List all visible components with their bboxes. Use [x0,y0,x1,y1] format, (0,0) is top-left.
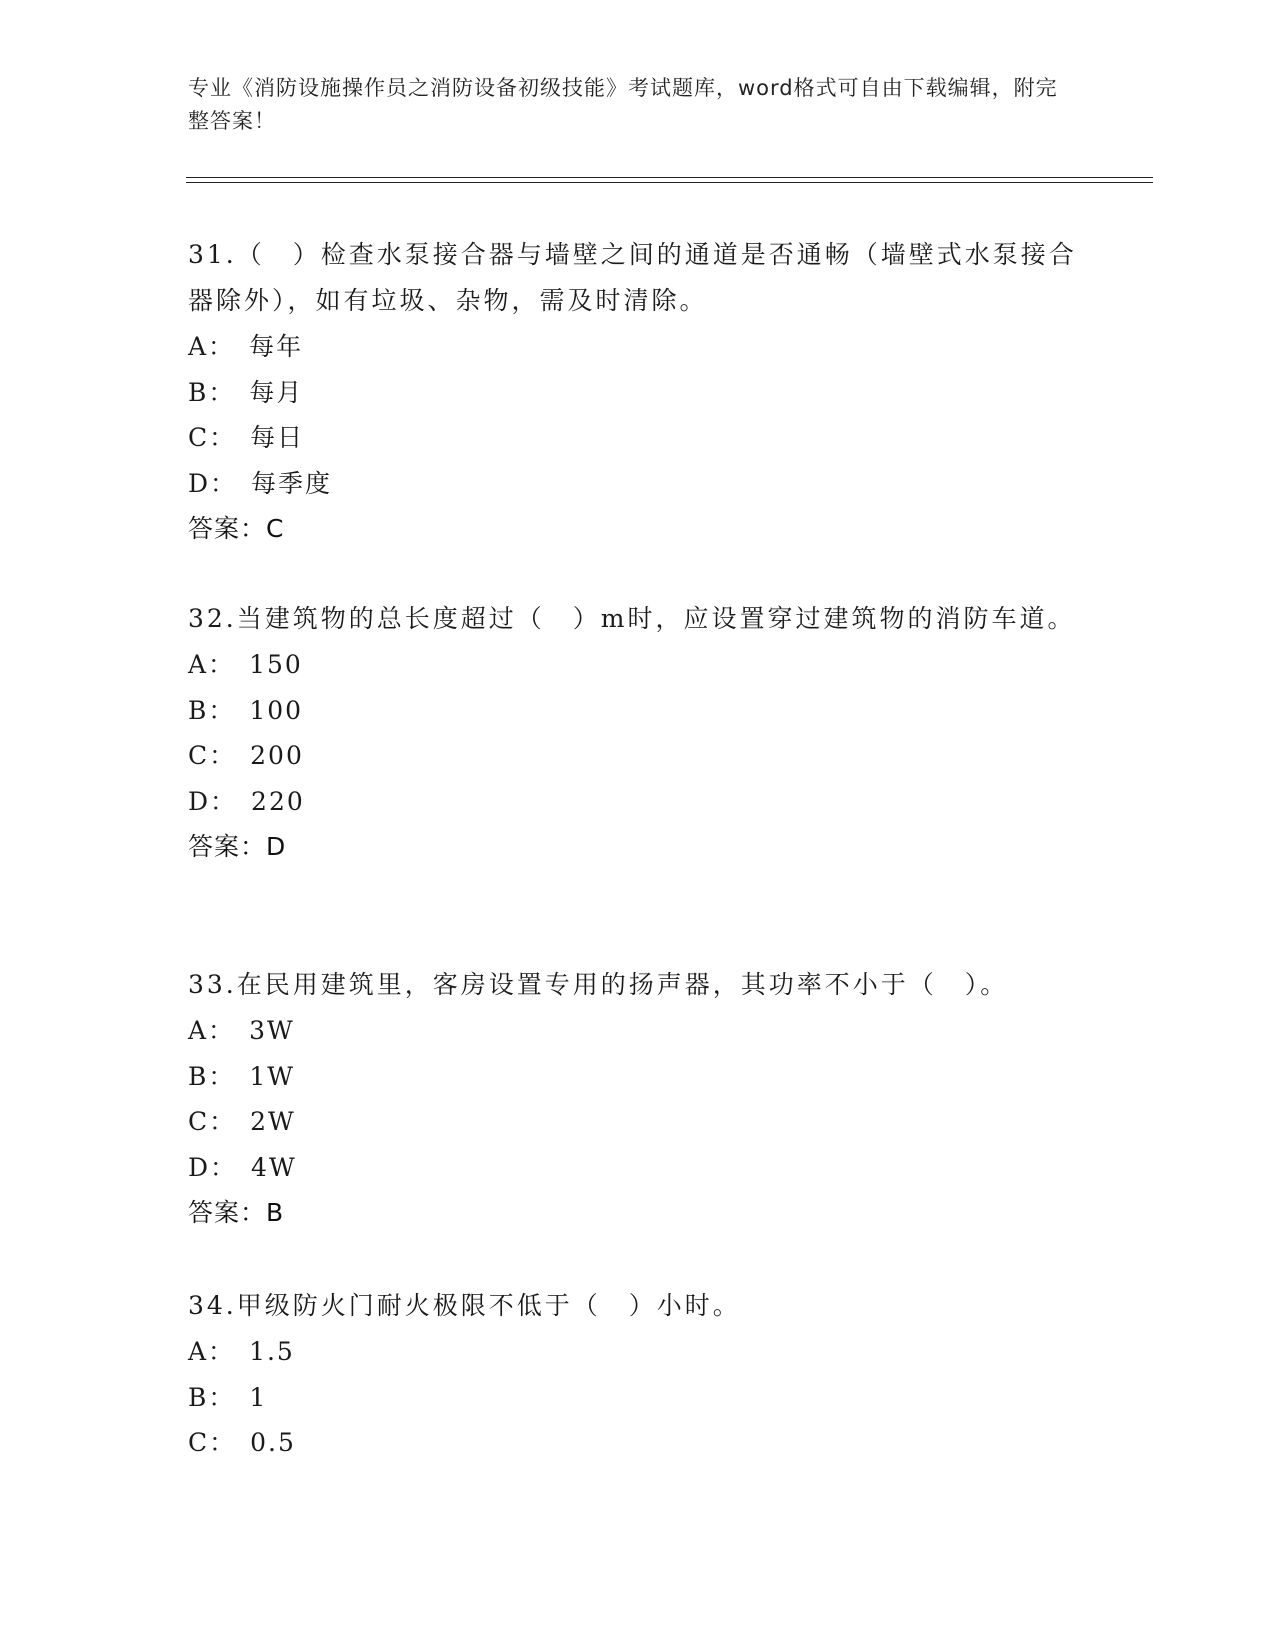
option-text: 4W [251,1152,297,1182]
header-divider-top [186,177,1153,178]
option-text: 1.5 [249,1337,295,1366]
answer-text: 答案：D [188,832,287,861]
option-text: 200 [250,741,304,770]
option-label: D： [188,1152,238,1182]
option-b [188,1054,1088,1100]
option-label: B： [188,377,236,407]
option-b [188,370,1088,416]
option-c [188,415,1088,461]
option-text: 220 [251,786,305,816]
option-label: C： [188,423,237,452]
option-text: 1W [249,1061,295,1091]
option-label: D： [188,468,238,498]
answer-text: 答案：C [188,514,285,543]
option-label: A： [188,1016,236,1045]
option-a [188,642,1088,688]
option-text: 100 [249,695,304,725]
option-label: C： [188,1428,237,1457]
question-33 [188,962,1088,1236]
question-stem: 34.甲级防火门耐火极限不低于（ ）小时。 [188,1291,741,1320]
option-d [188,461,1088,507]
option-label: A： [188,1337,236,1366]
question-stem: 32.当建筑物的总长度超过（ ）m时，应设置穿过建筑物的消防车道。 [188,604,1076,633]
option-a [188,1329,1088,1375]
option-a [188,324,1088,370]
option-label: A： [188,332,236,361]
option-label: C： [188,1107,237,1136]
question-stem: 31.（ ）检查水泵接合器与墙壁之间的通道是否通畅（墙壁式水泵接合器除外），如有垃圾、杂物，需及时清除。 [188,240,1077,315]
option-b [188,688,1088,734]
option-label: A： [188,650,236,679]
option-label: B： [188,1061,236,1091]
option-text: 0.5 [250,1428,296,1457]
option-d [188,779,1088,825]
option-b [188,1375,1088,1421]
question-31 [188,232,1088,552]
option-text: 150 [249,650,303,679]
question-32 [188,596,1088,870]
option-text: 2W [250,1107,296,1136]
option-text: 每日 [250,423,305,452]
option-label: B： [188,1382,236,1412]
option-label: B： [188,695,236,725]
question-34 [188,1283,1088,1466]
option-a [188,1008,1088,1054]
option-text: 每月 [249,377,304,407]
option-c [188,1099,1088,1145]
header-divider-bottom [186,182,1153,183]
option-text: 每年 [249,332,304,361]
option-label: D： [188,786,238,816]
option-text: 每季度 [251,468,333,498]
answer-text: 答案：B [188,1198,285,1227]
option-label: C： [188,741,237,770]
document-header: 专业《消防设施操作员之消防设备初级技能》考试题库，word格式可自由下载编辑，附完整答案！ [188,76,1058,133]
option-text: 1 [249,1382,268,1412]
question-stem: 33.在民用建筑里，客房设置专用的扬声器，其功率不小于（ ）。 [188,970,1009,999]
option-c [188,1420,1088,1466]
option-d [188,1145,1088,1191]
option-c [188,733,1088,779]
option-text: 3W [249,1016,295,1045]
